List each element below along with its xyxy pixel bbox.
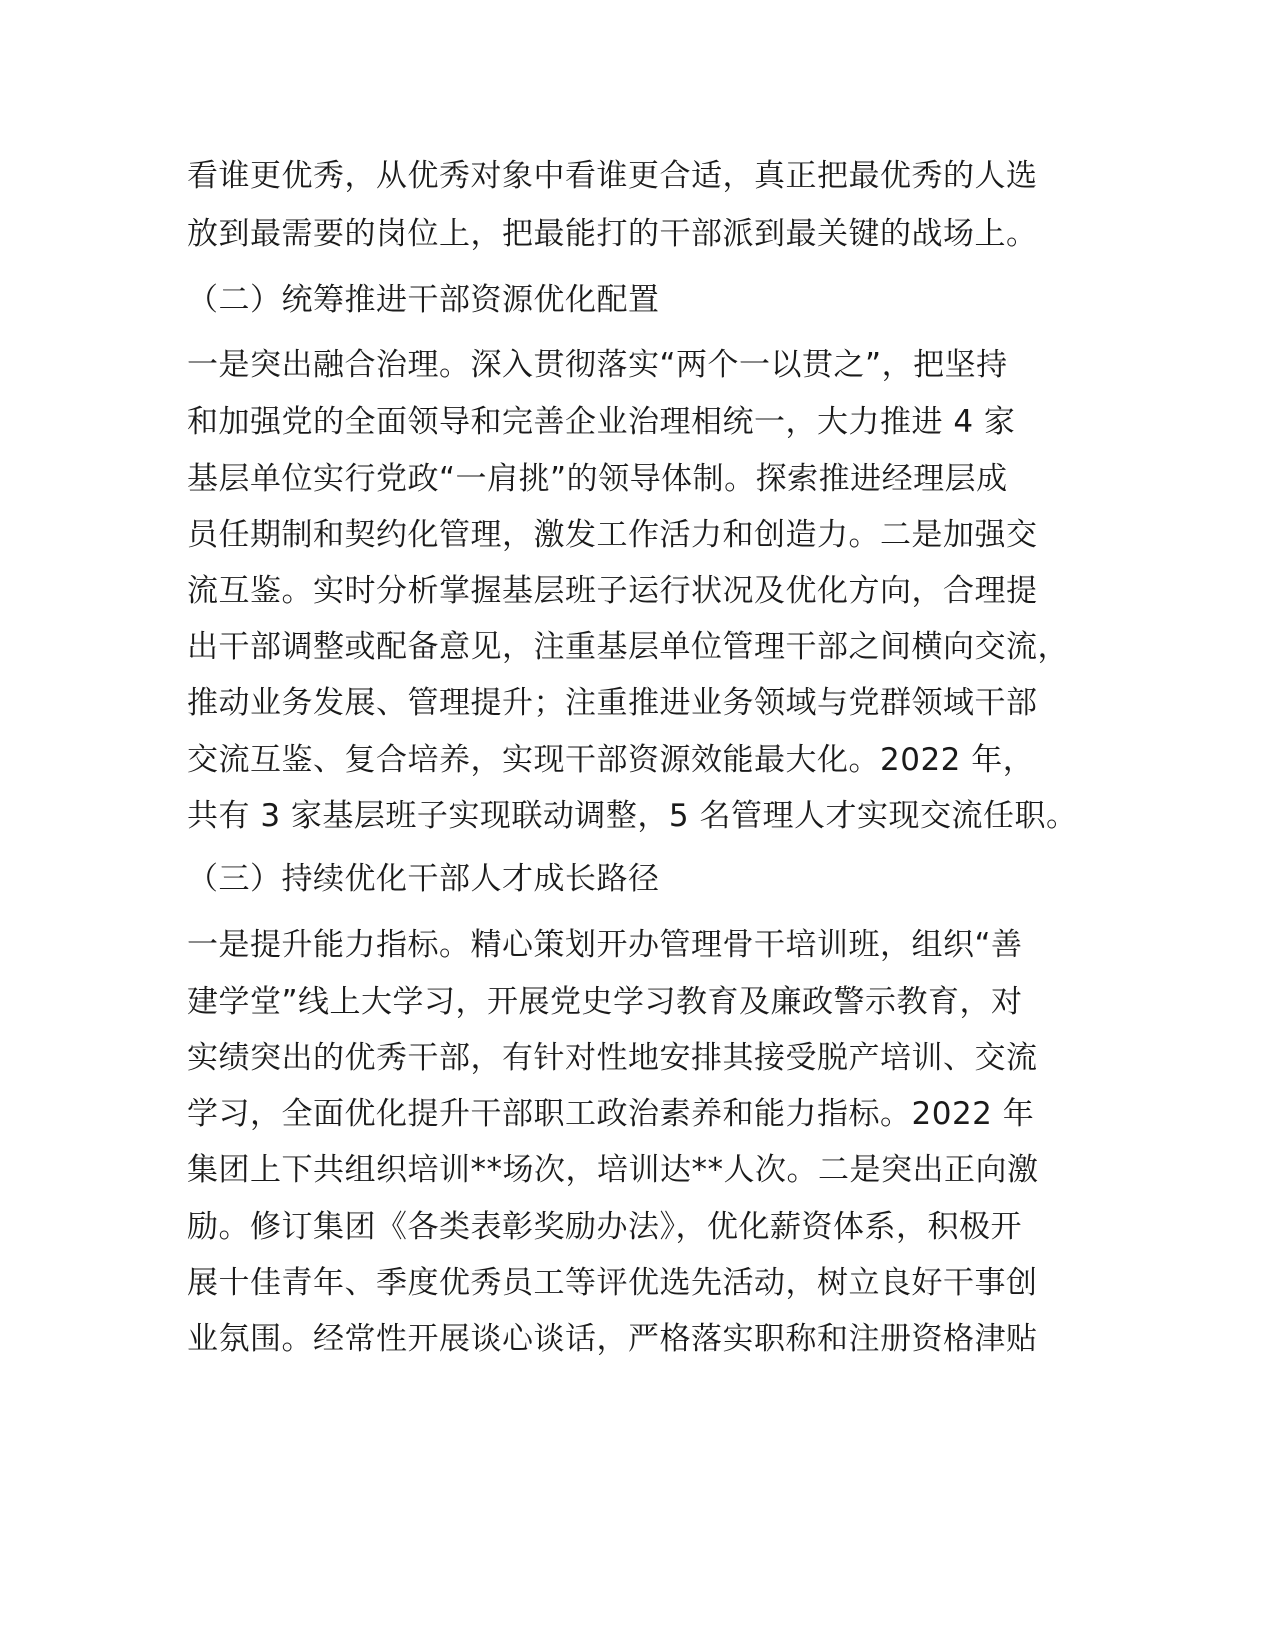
paragraph-3-line-4: 学习，全面优化提升干部职工政治素养和能力指标。2022 年	[187, 1096, 1035, 1132]
paragraph-3-line-6: 励。修订集团《各类表彰奖励办法》，优化薪资体系，积极开	[187, 1209, 1022, 1245]
paragraph-2-line-9: 共有 3 家基层班子实现联动调整，5 名管理人才实现交流任职。	[187, 798, 1078, 834]
paragraph-2-line-5: 流互鉴。实时分析掌握基层班子运行状况及优化方向，合理提	[187, 573, 1038, 609]
paragraph-2-line-7: 推动业务发展、管理提升；注重推进业务领域与党群领域干部	[187, 685, 1038, 721]
section-heading-2: （二）统筹推进干部资源优化配置	[187, 282, 660, 318]
paragraph-2-line-6: 出干部调整或配备意见，注重基层单位管理干部之间横向交流，	[187, 629, 1069, 665]
paragraph-2-line-4: 员任期制和契约化管理，激发工作活力和创造力。二是加强交	[187, 517, 1038, 553]
paragraph-1-line-1: 看谁更优秀，从优秀对象中看谁更合适，真正把最优秀的人选	[187, 158, 1038, 194]
paragraph-3-line-1: 一是提升能力指标。精心策划开办管理骨干培训班，组织“善	[187, 927, 1023, 963]
section-heading-3: （三）持续优化干部人才成长路径	[187, 861, 660, 897]
paragraph-2-line-8: 交流互鉴、复合培养，实现干部资源效能最大化。2022 年，	[187, 742, 1035, 778]
paragraph-3-line-7: 展十佳青年、季度优秀员工等评优选先活动，树立良好干事创	[187, 1265, 1038, 1301]
paragraph-1-line-2: 放到最需要的岗位上，把最能打的干部派到最关键的战场上。	[187, 216, 1038, 252]
paragraph-3-line-8: 业氛围。经常性开展谈心谈话，严格落实职称和注册资格津贴	[187, 1321, 1038, 1357]
paragraph-3-line-2: 建学堂”线上大学习，开展党史学习教育及廉政警示教育，对	[187, 984, 1023, 1020]
paragraph-3-line-5: 集团上下共组织培训**场次，培训达**人次。二是突出正向激	[187, 1152, 1039, 1188]
paragraph-2-line-1: 一是突出融合治理。深入贯彻落实“两个一以贯之”，把坚持	[187, 347, 1008, 383]
paragraph-2-line-3: 基层单位实行党政“一肩挑”的领导体制。探索推进经理层成	[187, 461, 1008, 497]
paragraph-2-line-2: 和加强党的全面领导和完善企业治理相统一，大力推进 4 家	[187, 404, 1016, 440]
paragraph-3-line-3: 实绩突出的优秀干部，有针对性地安排其接受脱产培训、交流	[187, 1040, 1038, 1076]
